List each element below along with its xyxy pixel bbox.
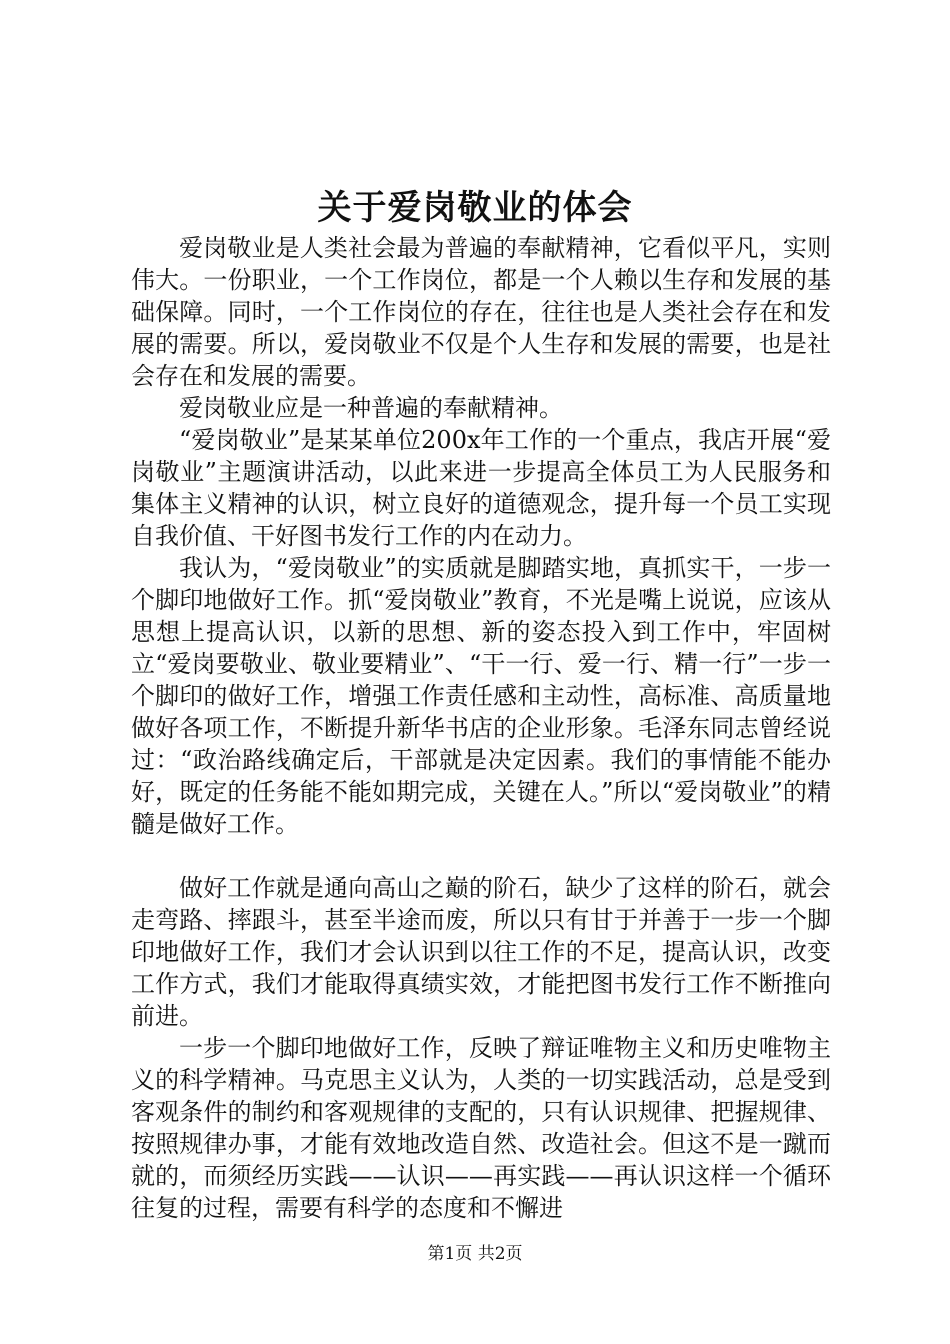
paragraph-6: 一步一个脚印地做好工作，反映了辩证唯物主义和历史唯物主义的科学精神。马克思主义认为，人类的一切实践活动，总是受到客观条件的制约和客观规律的支配的，只有认识规律、把握规律、按照规律办事，才能有效地改造自然、改造社会。但这不是一蹴而就的，而须经历实践——认识——再实践——再认识这样一个循环往复的过程，需要有科学的态度和不懈进: [131, 1034, 831, 1222]
paragraph-2: 爱岗敬业应是一种普遍的奉献精神。: [179, 394, 563, 422]
document-body: [131, 232, 831, 1224]
page-footer: 第1页 共2页: [427, 1244, 523, 1264]
document-title: 关于爱岗敬业的体会: [317, 188, 633, 228]
paragraph-3: “爱岗敬业”是某某单位200x年工作的一个重点，我店开展“爱岗敬业”主题演讲活动，以此来进一步提高全体员工为人民服务和集体主义精神的认识，树立良好的道德观念，提升每一个员工实现自我价值、干好图书发行工作的内在动力。: [131, 426, 831, 550]
paragraph-4: 我认为，“爱岗敬业”的实质就是脚踏实地，真抓实干，一步一个脚印地做好工作。抓“爱岗敬业”教育，不光是嘴上说说，应该从思想上提高认识，以新的思想、新的姿态投入到工作中，牢固树立“爱岗要敬业、敬业要精业”、“干一行、爱一行、精一行”一步一个脚印的做好工作，增强工作责任感和主动性，高标准、高质量地做好各项工作，不断提升新华书店的企业形象。毛泽东同志曾经说过：“政治路线确定后，干部就是决定因素。我们的事情能不能办好，既定的任务能不能如期完成，关键在人。”所以“爱岗敬业”的精髓是做好工作。: [131, 554, 831, 838]
paragraph-5: 做好工作就是通向高山之巅的阶石，缺少了这样的阶石，就会走弯路、摔跟斗，甚至半途而废，所以只有甘于并善于一步一个脚印地做好工作，我们才会认识到以往工作的不足，提高认识，改变工作方式，我们才能取得真绩实效，才能把图书发行工作不断推向前进。: [131, 874, 831, 1030]
paragraph-spacer: [131, 840, 831, 872]
paragraph-1: 爱岗敬业是人类社会最为普遍的奉献精神，它看似平凡，实则伟大。一份职业，一个工作岗位，都是一个人赖以生存和发展的基础保障。同时，一个工作岗位的存在，往往也是人类社会存在和发展的需要。所以，爱岗敬业不仅是个人生存和发展的需要，也是社会存在和发展的需要。: [131, 234, 831, 390]
